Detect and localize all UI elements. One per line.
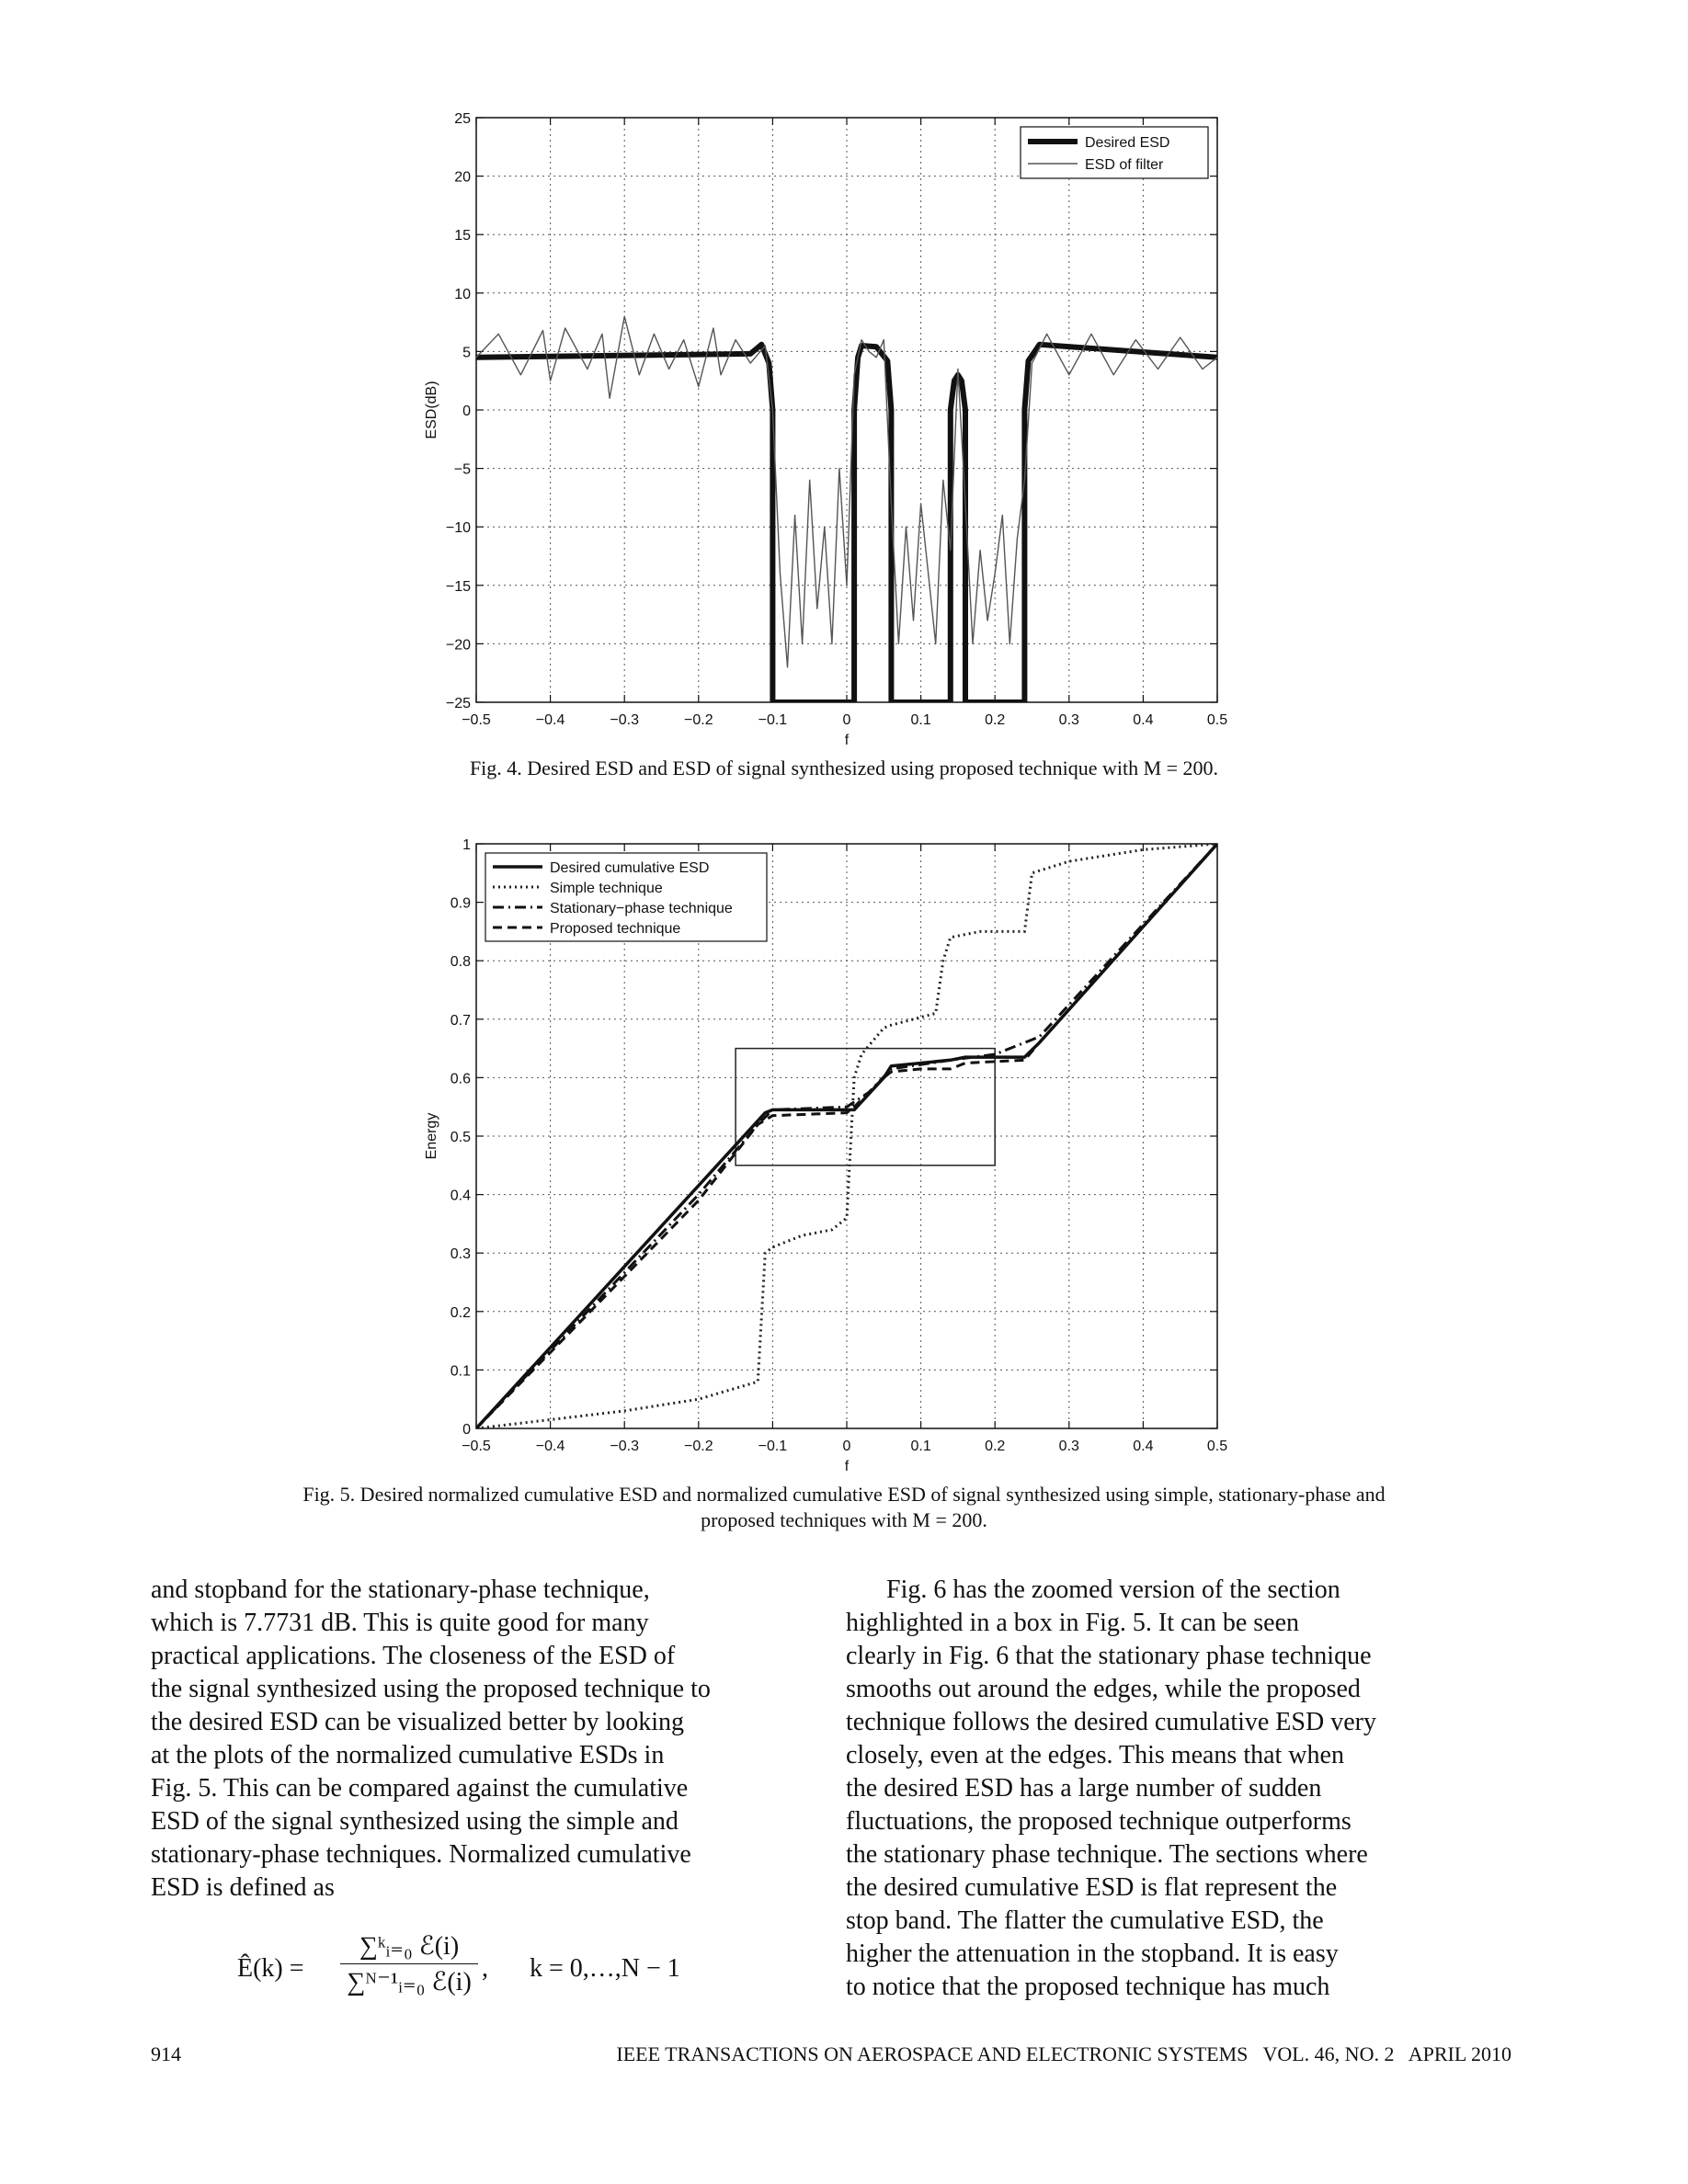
y-tick-label: 0.4: [450, 1188, 471, 1204]
x-tick-label: 0.2: [985, 712, 1006, 728]
x-tick-label: −0.1: [758, 1439, 788, 1454]
x-tick-label: 0.5: [1206, 712, 1228, 728]
x-tick-label: 0.4: [1133, 1439, 1154, 1454]
x-tick-label: −0.2: [684, 1439, 713, 1454]
text-line: the desired ESD has a large number of sudden: [846, 1774, 1322, 1803]
x-tick-label: 0.4: [1133, 712, 1154, 728]
x-tick-label: −0.3: [610, 1439, 639, 1454]
text-line: ESD of the signal synthesized using the simple and: [151, 1807, 679, 1836]
text-line: technique follows the desired cumulative ESD very: [846, 1708, 1376, 1736]
equation-lhs: Ê(k) =: [237, 1954, 304, 1983]
y-tick-label: 1: [462, 837, 471, 853]
y-tick-label: 0: [462, 1422, 471, 1438]
x-tick-label: −0.4: [535, 1439, 565, 1454]
figure-5-cumulative-esd-chart: [0, 818, 1688, 1480]
text-line: the desired cumulative ESD is flat represent the: [846, 1873, 1338, 1902]
text-line: the stationary phase technique. The sections where: [846, 1840, 1368, 1869]
legend-label-1: Simple technique: [550, 881, 663, 896]
equation-comma: ,: [482, 1954, 488, 1983]
x-tick-label: 0.3: [1058, 1439, 1079, 1454]
figure-4-esd-chart: [0, 92, 1688, 754]
equation-denominator: ∑ᴺ⁻¹ᵢ₌₀ ℰ(i): [347, 1968, 472, 1996]
x-tick-label: 0: [842, 712, 851, 728]
text-line: highlighted in a box in Fig. 5. It can be seen: [846, 1609, 1300, 1637]
equation-range: k = 0,…,N − 1: [530, 1954, 680, 1983]
x-tick-label: 0.1: [910, 1439, 931, 1454]
y-tick-label: 0.2: [450, 1304, 471, 1321]
y-axis-label: Energy: [424, 1112, 439, 1160]
legend-label-0: Desired cumulative ESD: [550, 860, 710, 876]
highlight-box: [736, 1049, 995, 1166]
text-line: to notice that the proposed technique has much: [846, 1973, 1330, 2001]
y-tick-label: −20: [445, 637, 471, 654]
y-tick-label: 0: [462, 404, 471, 419]
x-tick-label: 0.5: [1206, 1439, 1228, 1454]
text-line: stationary-phase techniques. Normalized cumulative: [151, 1840, 691, 1869]
y-tick-label: 0.3: [450, 1246, 471, 1263]
x-tick-label: −0.2: [684, 712, 713, 728]
text-line: at the plots of the normalized cumulative ESDs in: [151, 1741, 665, 1769]
y-tick-label: −25: [445, 696, 471, 711]
figure-4-caption: Fig. 4. Desired ESD and ESD of signal synthesized using proposed technique with M = 200.: [469, 756, 1219, 779]
right-column-text: [846, 1574, 1489, 2004]
y-tick-label: 15: [454, 228, 471, 245]
text-line: practical applications. The closeness of the ESD of: [151, 1642, 676, 1670]
legend-label-3: Proposed technique: [550, 921, 681, 937]
x-axis-label: f: [844, 733, 850, 748]
x-tick-label: 0.1: [910, 712, 931, 728]
left-column-text: [151, 1574, 831, 1905]
y-tick-label: −10: [445, 520, 471, 537]
normalized-cumulative-esd-equation: [237, 1923, 752, 2024]
text-line: which is 7.7731 dB. This is quite good for many: [151, 1609, 649, 1637]
figure-5-caption: [156, 1482, 1532, 1533]
y-tick-label: 5: [462, 345, 471, 361]
legend-label-0: Desired ESD: [1085, 135, 1170, 151]
text-line: the desired ESD can be visualized better by looking: [151, 1708, 685, 1736]
x-tick-label: −0.5: [462, 1439, 491, 1454]
y-tick-label: 10: [454, 286, 471, 302]
y-tick-label: 20: [454, 169, 471, 186]
journal-footer: IEEE TRANSACTIONS ON AEROSPACE AND ELECTRONIC SYSTEMS VOL. 46, NO. 2 APRIL 2010: [616, 2042, 1511, 2065]
x-tick-label: 0: [842, 1439, 851, 1454]
figure-5-caption-line2: proposed techniques with M = 200.: [701, 1508, 987, 1531]
text-line: stop band. The flatter the cumulative ESD, the: [846, 1906, 1324, 1935]
text-line: fluctuations, the proposed technique outperforms: [846, 1807, 1352, 1836]
text-line: closely, even at the edges. This means that when: [846, 1741, 1344, 1769]
x-tick-label: −0.4: [535, 712, 565, 728]
y-tick-label: 0.1: [450, 1363, 471, 1380]
y-tick-label: 0.5: [450, 1130, 471, 1145]
text-line: Fig. 6 has the zoomed version of the section: [886, 1575, 1340, 1604]
legend-label-1: ESD of filter: [1085, 157, 1164, 173]
text-line: Fig. 5. This can be compared against the cumulative: [151, 1774, 689, 1803]
y-tick-label: −15: [445, 578, 471, 595]
y-tick-label: 25: [454, 111, 471, 127]
text-line: higher the attenuation in the stopband. It is easy: [846, 1939, 1339, 1968]
legend-label-2: Stationary−phase technique: [550, 901, 733, 916]
y-tick-label: 0.8: [450, 954, 471, 971]
text-line: and stopband for the stationary-phase technique,: [151, 1575, 650, 1604]
page-number: 914: [151, 2042, 181, 2065]
y-axis-label: ESD(dB): [424, 381, 439, 439]
text-line: clearly in Fig. 6 that the stationary phase technique: [846, 1642, 1372, 1670]
y-tick-label: 0.6: [450, 1071, 471, 1087]
x-tick-label: −0.5: [462, 712, 491, 728]
text-line: smooths out around the edges, while the proposed: [846, 1675, 1361, 1703]
x-tick-label: 0.3: [1058, 712, 1079, 728]
text-line: the signal synthesized using the proposed technique to: [151, 1675, 711, 1703]
x-tick-label: −0.3: [610, 712, 639, 728]
equation-fraction: [340, 1930, 478, 1997]
x-tick-label: 0.2: [985, 1439, 1006, 1454]
text-line: ESD is defined as: [151, 1873, 335, 1902]
y-tick-label: 0.9: [450, 895, 471, 912]
x-tick-label: −0.1: [758, 712, 788, 728]
equation-numerator: ∑ᵏᵢ₌₀ ℰ(i): [340, 1930, 478, 1964]
y-tick-label: −5: [453, 461, 471, 478]
figure-5-caption-line1: Fig. 5. Desired normalized cumulative ESD and normalized cumulative ESD of signal synthesized using simple, stationary-phase and: [302, 1483, 1386, 1506]
y-tick-label: 0.7: [450, 1012, 471, 1029]
x-axis-label: f: [844, 1459, 850, 1474]
